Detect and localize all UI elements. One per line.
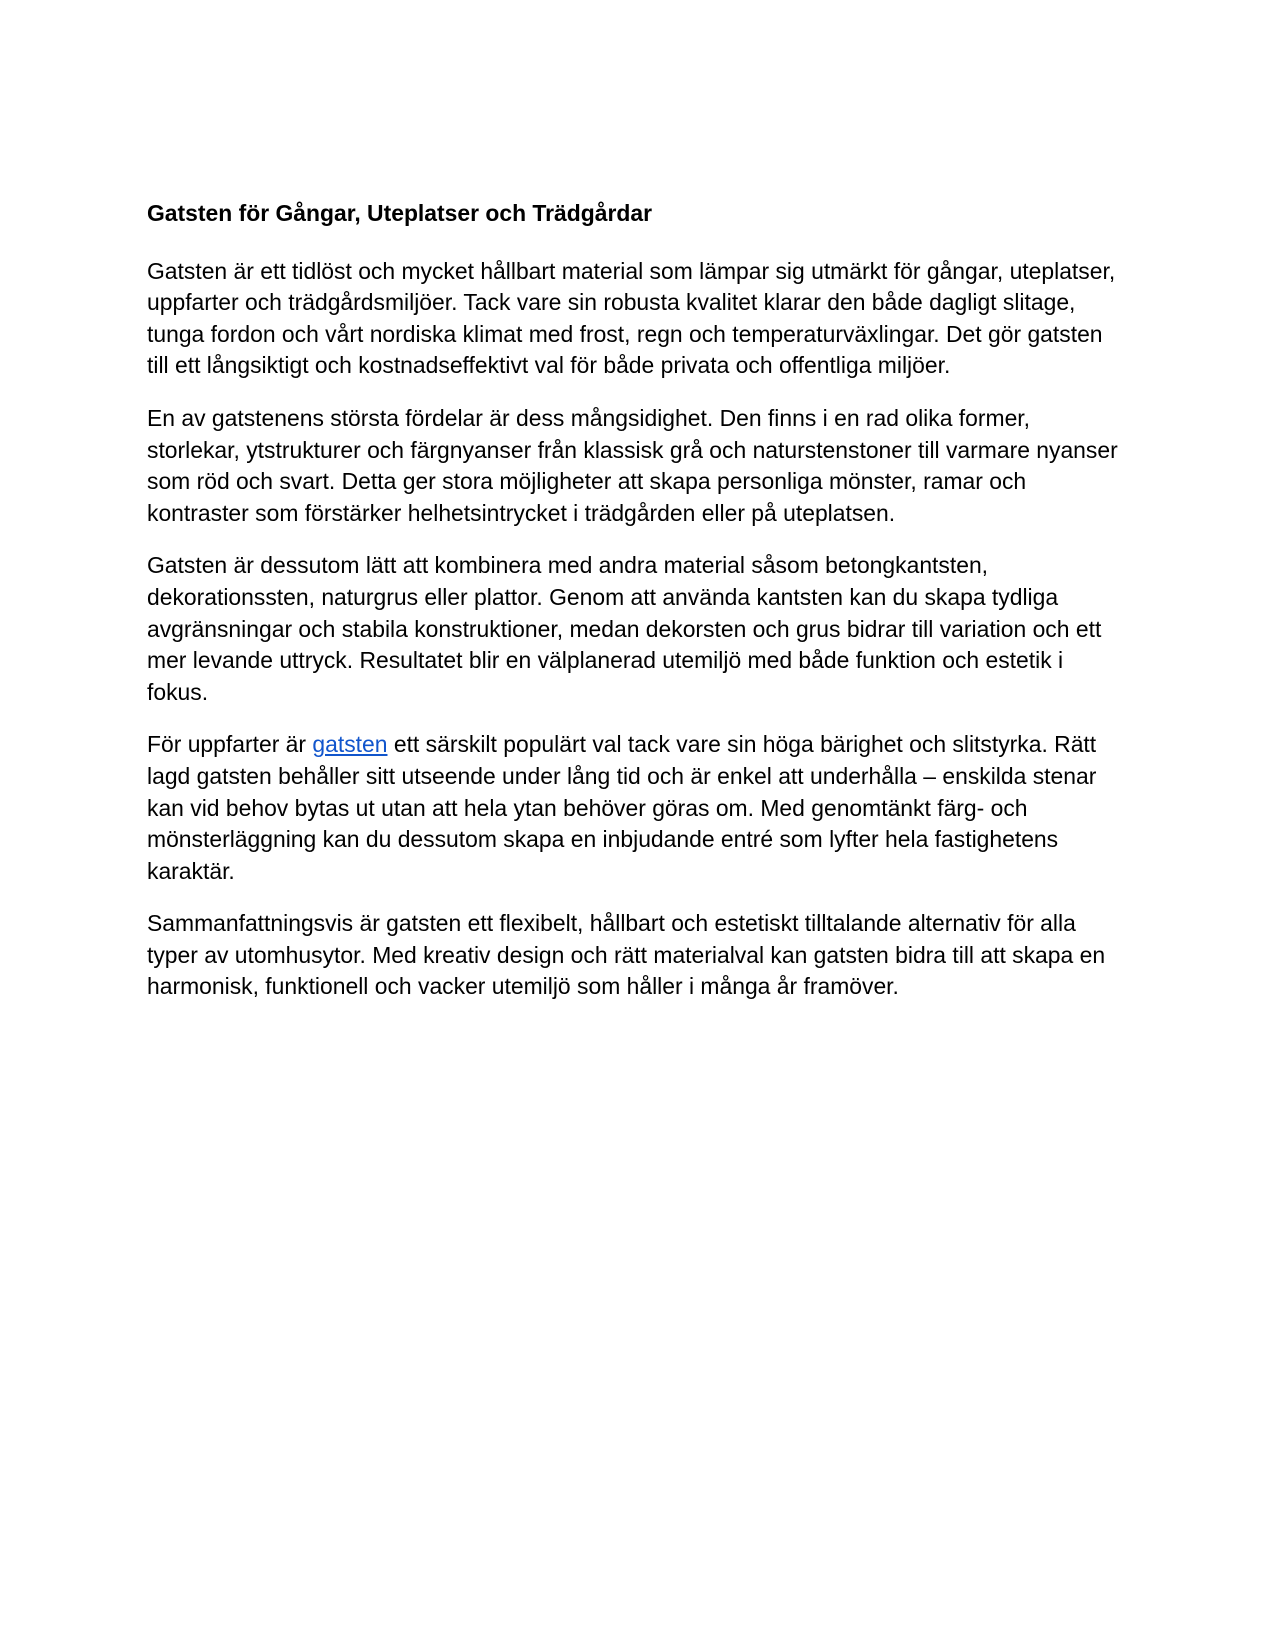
paragraph-combinations: Gatsten är dessutom lätt att kombinera med andra material såsom betongkantsten, dekorationssten, naturgrus eller plattor. Genom att använda kantsten kan du skapa tydliga avgränsningar och stabila konstruktioner, medan dekorsten och grus bidrar till variation och ett mer levande uttryck. Resultatet blir en välplanerad utemiljö med både funktion och estetik i fokus.	[147, 552, 1102, 705]
paragraph-text-before-link: För uppfarter är	[147, 731, 313, 758]
gatsten-link[interactable]: gatsten	[312, 731, 388, 758]
paragraph-driveways	[147, 729, 1122, 887]
paragraph-intro: Gatsten är ett tidlöst och mycket hållbart material som lämpar sig utmärkt för gångar, uteplatser, uppfarter och trädgårdsmiljöer. Tack vare sin robusta kvalitet klarar den både dagligt slitage, tunga fordon och vårt nordiska klimat med frost, regn och temperaturväxlingar. Det gör gatsten till ett långsiktigt och kostnadseffektivt val för både privata och offentliga miljöer.	[147, 257, 1116, 379]
document-title: Gatsten för Gångar, Uteplatser och Trädgårdar	[147, 200, 653, 226]
paragraph-text-after-link: ett särskilt populärt val tack vare sin höga bärighet och slitstyrka. Rätt lagd gatsten behåller sitt utseende under lång tid och är enkel att underhålla – enskilda stenar kan vid behov bytas ut utan att hela ytan behöver göras om. Med genomtänkt färg- och mönsterläggning kan du dessutom skapa en inbjudande entré som lyfter hela fastighetens karaktär.	[147, 731, 1097, 884]
paragraph-summary: Sammanfattningsvis är gatsten ett flexibelt, hållbart och estetiskt tilltalande alternativ för alla typer av utomhusytor. Med kreativ design och rätt materialval kan gatsten bidra till att skapa en harmonisk, funktionell och vacker utemiljö som håller i många år framöver.	[147, 910, 1106, 1000]
paragraph-versatility: En av gatstenens största fördelar är dess mångsidighet. Den finns i en rad olika former, storlekar, ytstrukturer och färgnyanser från klassisk grå och naturstenstoner till varmare nyanser som röd och svart. Detta ger stora möjligheter att skapa personliga mönster, ramar och kontraster som förstärker helhetsintrycket i trädgården eller på uteplatsen.	[147, 404, 1118, 526]
document-body	[147, 198, 1122, 1024]
